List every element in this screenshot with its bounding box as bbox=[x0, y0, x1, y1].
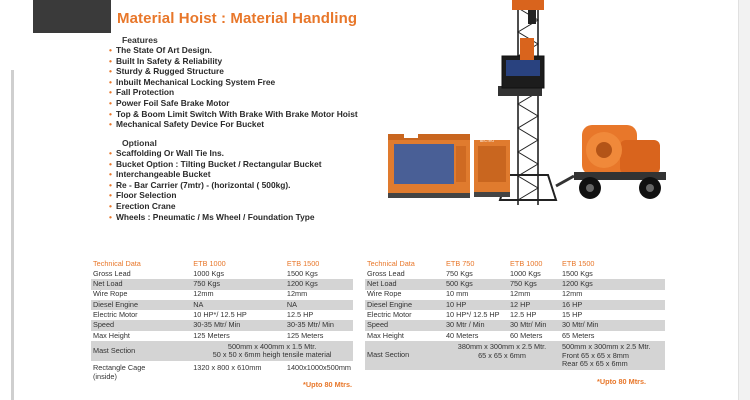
list-item: • Inbuilt Mechanical Locking System Free bbox=[109, 77, 358, 88]
table-header: Technical Data bbox=[367, 259, 415, 268]
table-row: Gross Lead 1000 Kgs 1500 Kgs bbox=[93, 268, 318, 278]
footnote-right: *Upto 80 Mtrs. bbox=[597, 377, 647, 386]
list-item: • Floor Selection bbox=[109, 190, 322, 201]
list-item: • Re - Bar Carrier (7mtr) - (horizontal ( 500kg). bbox=[109, 180, 322, 191]
list-item: • Erection Crane bbox=[109, 201, 322, 212]
table-row: Electric Motor 10 HP*/ 12.5 HP 12.5 HP bbox=[93, 310, 314, 320]
table-row: Net Load 750 Kgs 1200 Kgs bbox=[91, 279, 353, 289]
table-row: Electric Motor 10 HP*/ 12.5 HP 12.5 HP 15 HP bbox=[367, 310, 583, 320]
list-item: • Scaffolding Or Wall Tie Ins. bbox=[109, 148, 322, 159]
table-row: Wire Rope 10 mm 12mm 12mm bbox=[367, 289, 583, 299]
sheave-block bbox=[528, 10, 536, 24]
material-hoist-illustration bbox=[380, 0, 680, 215]
list-item: • The State Of Art Design. bbox=[109, 45, 358, 56]
list-item: • Power Foil Safe Brake Motor bbox=[109, 98, 358, 109]
table-row: Rectangle Cage (inside) 1320 x 800 x 610mm 1400x1000x500mm bbox=[93, 363, 351, 381]
table-header: ETB 1000 bbox=[510, 259, 543, 268]
left-margin-strip bbox=[11, 70, 14, 400]
list-item: • Built In Safety & Reliability bbox=[109, 56, 358, 67]
table-row: Diesel Engine 10 HP 12 HP 16 HP bbox=[365, 300, 665, 310]
spec-table-left bbox=[91, 258, 353, 383]
list-item: • Bucket Option : Tilting Bucket / Rectangular Bucket bbox=[109, 159, 322, 170]
mast-top-head bbox=[512, 0, 544, 10]
footnote-left: *Upto 80 Mtrs. bbox=[303, 380, 353, 389]
brand-label: BECTRO bbox=[480, 139, 495, 143]
table-row: Diesel Engine NA NA bbox=[91, 300, 353, 310]
list-item: • Sturdy & Rugged Structure bbox=[109, 66, 358, 77]
list-item: • Top & Boom Limit Switch With Brake With Brake Motor Hoist bbox=[109, 109, 358, 120]
optional-list bbox=[109, 148, 322, 222]
table-row: Gross Lead 750 Kgs 1000 Kgs 1500 Kgs bbox=[367, 268, 593, 278]
table-header: ETB 1500 bbox=[562, 259, 595, 268]
features-list bbox=[109, 45, 358, 130]
table-row: Speed 30 Mtr / Min 30 Mtr/ Min 30 Mtr/ Min bbox=[365, 320, 665, 330]
table-row: Net Load 500 Kgs 750 Kgs 1200 Kgs bbox=[365, 279, 665, 289]
table-row: Wire Rope 12mm 12mm bbox=[93, 289, 308, 299]
list-item: • Interchangeable Bucket bbox=[109, 169, 322, 180]
page-title: Material Hoist : Material Handling bbox=[117, 10, 358, 27]
list-item: • Fall Protection bbox=[109, 87, 358, 98]
features-heading: Features bbox=[122, 35, 158, 45]
list-item: • Wheels : Pneumatic / Ms Wheel / Foundation Type bbox=[109, 212, 322, 223]
table-header: ETB 1500 bbox=[286, 259, 320, 268]
list-item: • Mechanical Safety Device For Bucket bbox=[109, 119, 358, 130]
optional-heading: Optional bbox=[122, 138, 157, 148]
table-row: Max Height 125 Meters 125 Meters bbox=[93, 330, 324, 340]
table-row: Speed 30-35 Mtr/ Min 30-35 Mtr/ Min bbox=[91, 320, 353, 330]
spec-table-right bbox=[365, 258, 665, 370]
table-header: Technical Data bbox=[93, 259, 141, 268]
table-row: Max Height 40 Meters 60 Meters 65 Meters bbox=[367, 330, 595, 340]
table-header: ETB 750 bbox=[446, 259, 475, 268]
table-header: ETB 1000 bbox=[193, 259, 226, 268]
table-row: Mast Section 500mm x 400mm x 1.5 Mtr. 50 x 50 x 6mm heigh tensile material bbox=[91, 341, 353, 361]
brand-plate-left bbox=[404, 134, 418, 138]
header-dark-bar bbox=[33, 0, 111, 33]
right-scroll-strip bbox=[738, 0, 750, 400]
trailer-hoist-machine bbox=[556, 125, 666, 199]
table-row: Mast Section 380mm x 300mm x 2.5 Mtr. 65 x 65 x 6mm 500mm x 300mm x 2.5 Mtr. Front 65 x 65 x 8mm Rear 65 x 65 x 6mm bbox=[365, 341, 665, 370]
